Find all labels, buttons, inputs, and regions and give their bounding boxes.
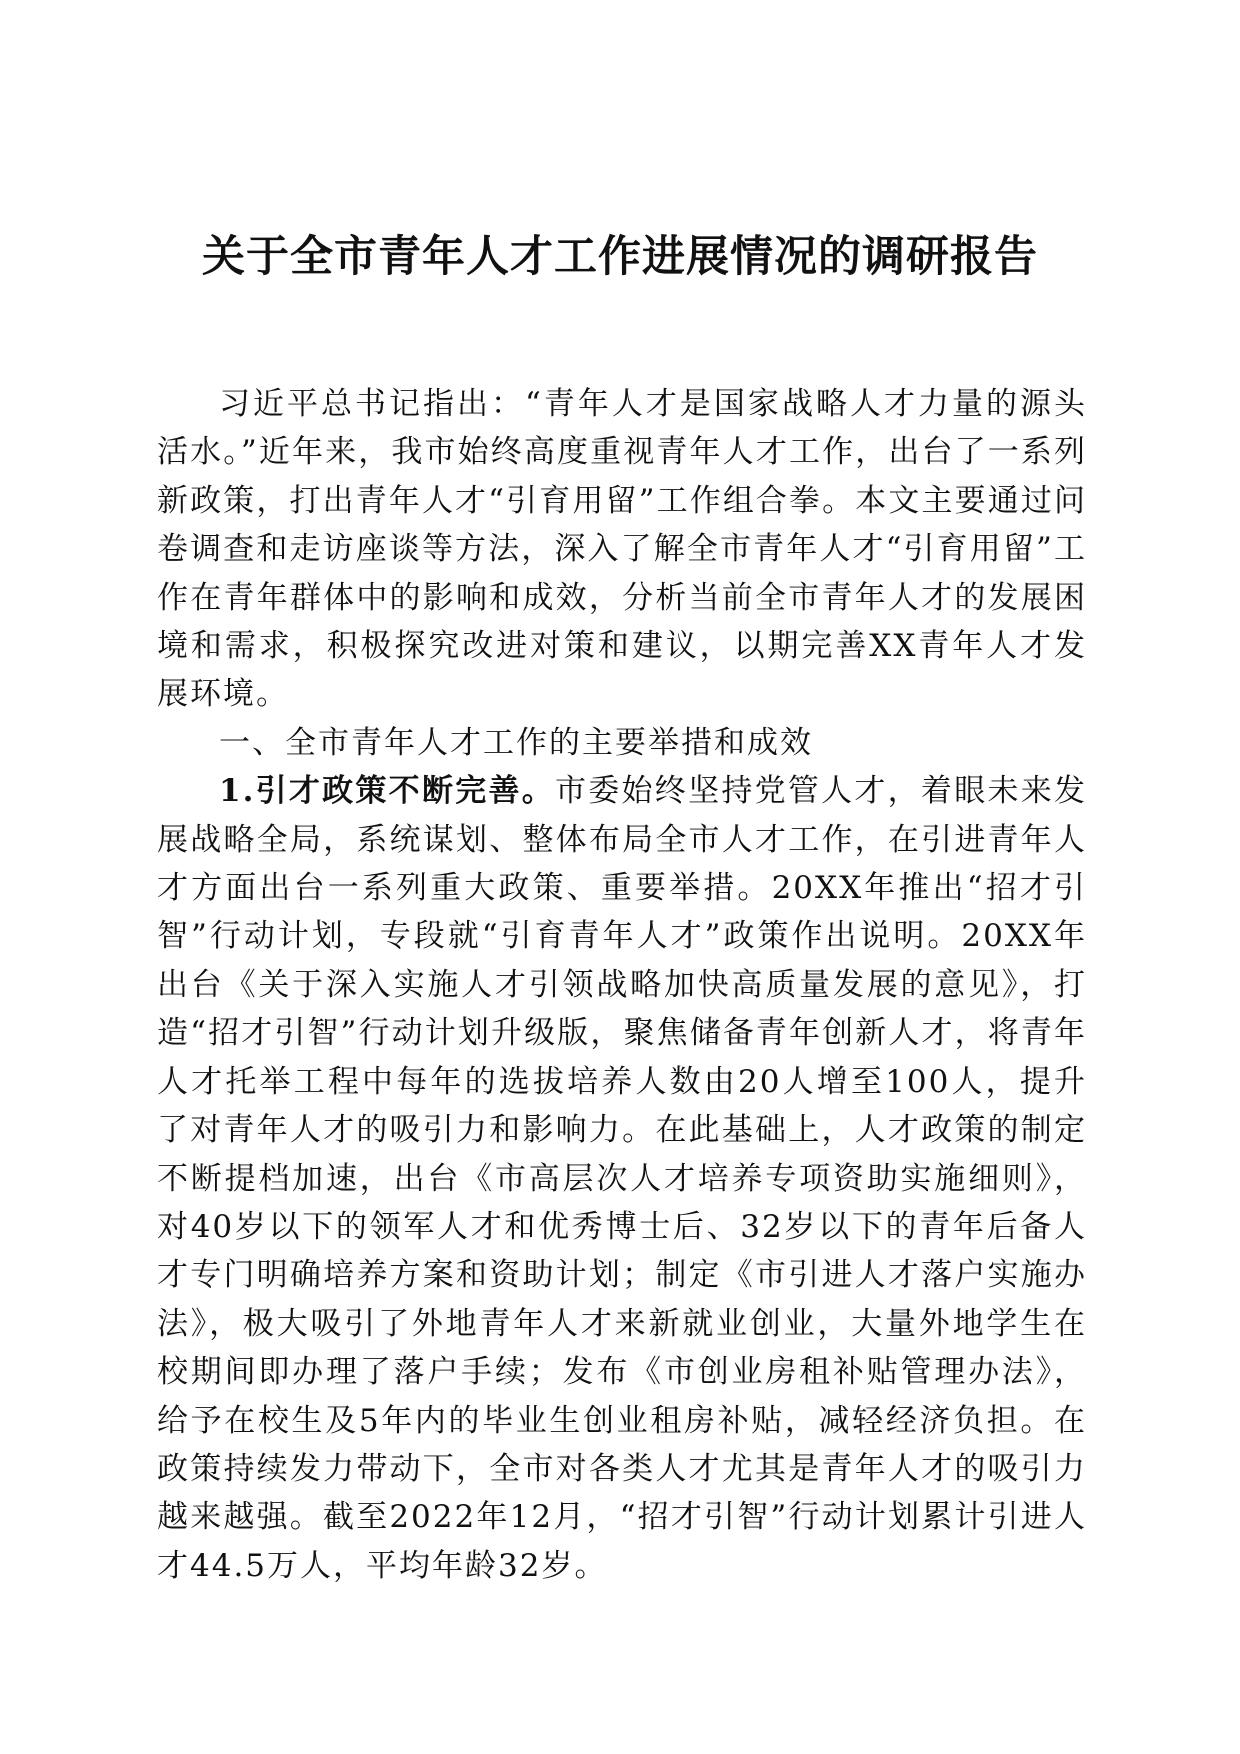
item-text: 市委始终坚持党管人才，着眼未来发展战略全局，系统谋划、整体布局全市人才工作，在引进青年人才方面出台一系列重大政策、重要举措。20XX年推出“招才引智”行动计划，专段就“引育青年人才”政策作出说明。20XX年出台《关于深入实施人才引领战略加快高质量发展的意见》，打造“招才引智”行动计划升级版，聚焦储备青年创新人才，将青年人才托举工程中每年的选拔培养人数由20人增至100人，提升了对青年人才的吸引力和影响力。在此基础上，人才政策的制定不断提档加速，出台《市高层次人才培养专项资助实施细则》，对40岁以下的领军人才和优秀博士后、32岁以下的青年后备人才专门明确培养方案和资助计划；制定《市引进人才落户实施办法》，极大吸引了外地青年人才来新就业创业，大量外地学生在校期间即办理了落户手续；发布《市创业房租补贴管理办法》，给予在校生及5年内的毕业生创业租房补贴，减轻经济负担。在政策持续发力带动下，全市对各类人才尤其是青年人才的吸引力越来越强。截至2022年12月，“招才引智”行动计划累计引进人才44.5万人，平均年龄32岁。 [157,773,1087,1584]
intro-paragraph: 习近平总书记指出：“青年人才是国家战略人才力量的源头活水。”近年来，我市始终高度重视青年人才工作，出台了一系列新政策，打出青年人才“引育用留”工作组合拳。本文主要通过问卷调查和走访座谈等方法，深入了解全市青年人才“引育用留”工作在青年群体中的影响和成效，分析当前全市青年人才的发展困境和需求，积极探究改进对策和建议，以期完善XX青年人才发展环境。 [157,386,1087,713]
document-title: 关于全市青年人才工作进展情况的调研报告 [202,232,1038,282]
document-body [157,380,1087,1590]
section-heading: 一、全市青年人才工作的主要举措和成效 [219,724,813,761]
item-paragraph [157,767,1087,1590]
item-lead: 1.引才政策不断完善。 [219,773,556,810]
